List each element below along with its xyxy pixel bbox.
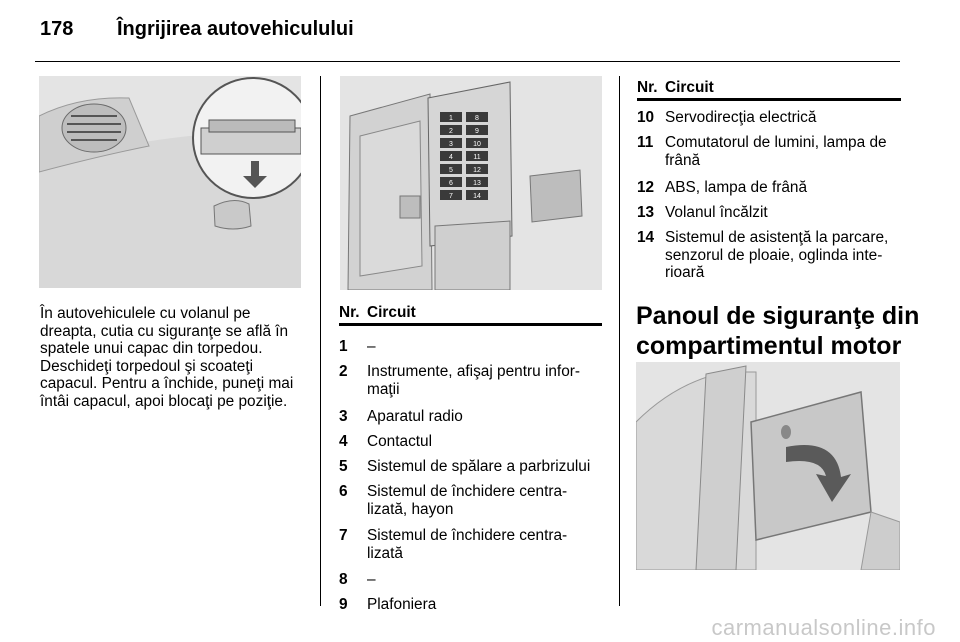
fuse-label: 5 xyxy=(449,167,453,174)
intro-paragraph xyxy=(40,305,293,410)
fuse-box-drawing xyxy=(340,76,602,290)
row-text: Volanul încălzit xyxy=(665,204,768,221)
fuse-label: 14 xyxy=(473,193,481,200)
row-number: 13 xyxy=(637,204,655,221)
table-row xyxy=(339,483,602,527)
table-header xyxy=(637,76,901,101)
row-number: 11 xyxy=(637,134,654,151)
row-text: ABS, lampa de frână xyxy=(665,179,808,196)
fuse-label: 8 xyxy=(475,115,479,122)
table-row xyxy=(339,527,602,571)
paragraph-line: întâi capacul, apoi blocaţi pe poziţie. xyxy=(40,392,288,410)
paragraph-line: În autovehiculele cu volanul pe xyxy=(40,305,251,322)
table-row xyxy=(637,109,901,134)
row-number: 1 xyxy=(339,338,348,355)
column-divider xyxy=(619,76,620,606)
page-title: Îngrijirea autovehiculului xyxy=(117,18,354,40)
row-text: – xyxy=(367,571,376,588)
table-row xyxy=(637,179,901,204)
fuse-label: 7 xyxy=(449,193,453,200)
circuit-table-2 xyxy=(637,76,901,289)
fuse-label: 1 xyxy=(449,115,453,122)
row-number: 4 xyxy=(339,433,348,450)
row-text: Instrumente, afişaj pentru infor- maţii xyxy=(367,363,581,398)
row-number: 10 xyxy=(637,109,655,126)
watermark: carmanualsonline.info xyxy=(711,615,936,640)
header-circuit: Circuit xyxy=(367,304,416,321)
row-text: Contactul xyxy=(367,433,433,450)
fuse-label: 3 xyxy=(449,141,453,148)
row-number: 9 xyxy=(339,596,348,613)
header-rule xyxy=(35,61,900,62)
fuse-label: 10 xyxy=(473,141,481,148)
page-header xyxy=(0,0,960,62)
row-text: Comutatorul de lumini, lampa de frână xyxy=(665,134,887,169)
section-heading xyxy=(636,301,919,361)
glovebox-illustration xyxy=(39,76,301,288)
row-number: 7 xyxy=(339,527,348,544)
row-text: – xyxy=(367,338,376,355)
paragraph-line: capacul. Pentru a închide, puneţi mai xyxy=(40,375,294,392)
table-row xyxy=(637,134,901,179)
column-divider xyxy=(320,76,321,606)
engine-fuse-panel-drawing xyxy=(636,362,900,570)
row-number: 14 xyxy=(637,229,655,246)
table-row xyxy=(339,338,602,363)
glovebox-drawing xyxy=(39,76,301,288)
paragraph-line: dreapta, cutia cu siguranţe se află în xyxy=(40,322,289,340)
row-number: 8 xyxy=(339,571,348,588)
table-row xyxy=(339,433,602,458)
row-number: 2 xyxy=(339,363,348,380)
fuse-label: 11 xyxy=(473,154,481,161)
circuit-table-1 xyxy=(339,301,602,621)
section-heading-line: Panoul de siguranţe din xyxy=(636,302,920,330)
table-header xyxy=(339,301,602,326)
table-row xyxy=(339,571,602,596)
row-number: 5 xyxy=(339,458,348,475)
fuse-label: 12 xyxy=(473,167,481,174)
engine-fuse-panel-illustration xyxy=(636,362,900,570)
row-text: Sistemul de spălare a parbrizului xyxy=(367,458,591,475)
fuse-label: 9 xyxy=(475,128,479,135)
row-text: Sistemul de închidere centra- lizată xyxy=(367,527,568,562)
fuse-label: 2 xyxy=(449,128,453,135)
fuse-label: 6 xyxy=(449,180,453,187)
header-nr: Nr. xyxy=(339,304,360,321)
row-text: Servodirecţia electrică xyxy=(665,109,817,126)
page-number: 178 xyxy=(40,18,74,40)
fuse-label: 13 xyxy=(473,180,481,187)
row-number: 12 xyxy=(637,179,655,196)
fuse-label: 4 xyxy=(449,154,453,161)
section-heading-line: compartimentul motor xyxy=(636,332,902,360)
table-row xyxy=(339,458,602,483)
paragraph-line: spatele unui capac din torpedou. xyxy=(40,340,263,357)
row-number: 3 xyxy=(339,408,348,425)
paragraph-line: Deschideţi torpedoul şi scoateţi xyxy=(40,357,254,375)
table-row xyxy=(637,229,901,289)
row-text: Sistemul de închidere centra- lizată, hayon xyxy=(367,483,568,518)
row-text: Aparatul radio xyxy=(367,408,463,425)
table-row xyxy=(339,596,602,621)
table-row xyxy=(339,408,602,433)
row-text: Sistemul de asistenţă la parcare, senzorul de ploaie, oglinda inte- rioară xyxy=(665,229,889,281)
header-circuit: Circuit xyxy=(665,79,714,96)
table-row xyxy=(637,204,901,229)
fuse-box-diagram xyxy=(340,76,602,290)
row-number: 6 xyxy=(339,483,348,500)
row-text: Plafoniera xyxy=(367,596,437,613)
header-nr: Nr. xyxy=(637,79,658,96)
table-row xyxy=(339,363,602,408)
